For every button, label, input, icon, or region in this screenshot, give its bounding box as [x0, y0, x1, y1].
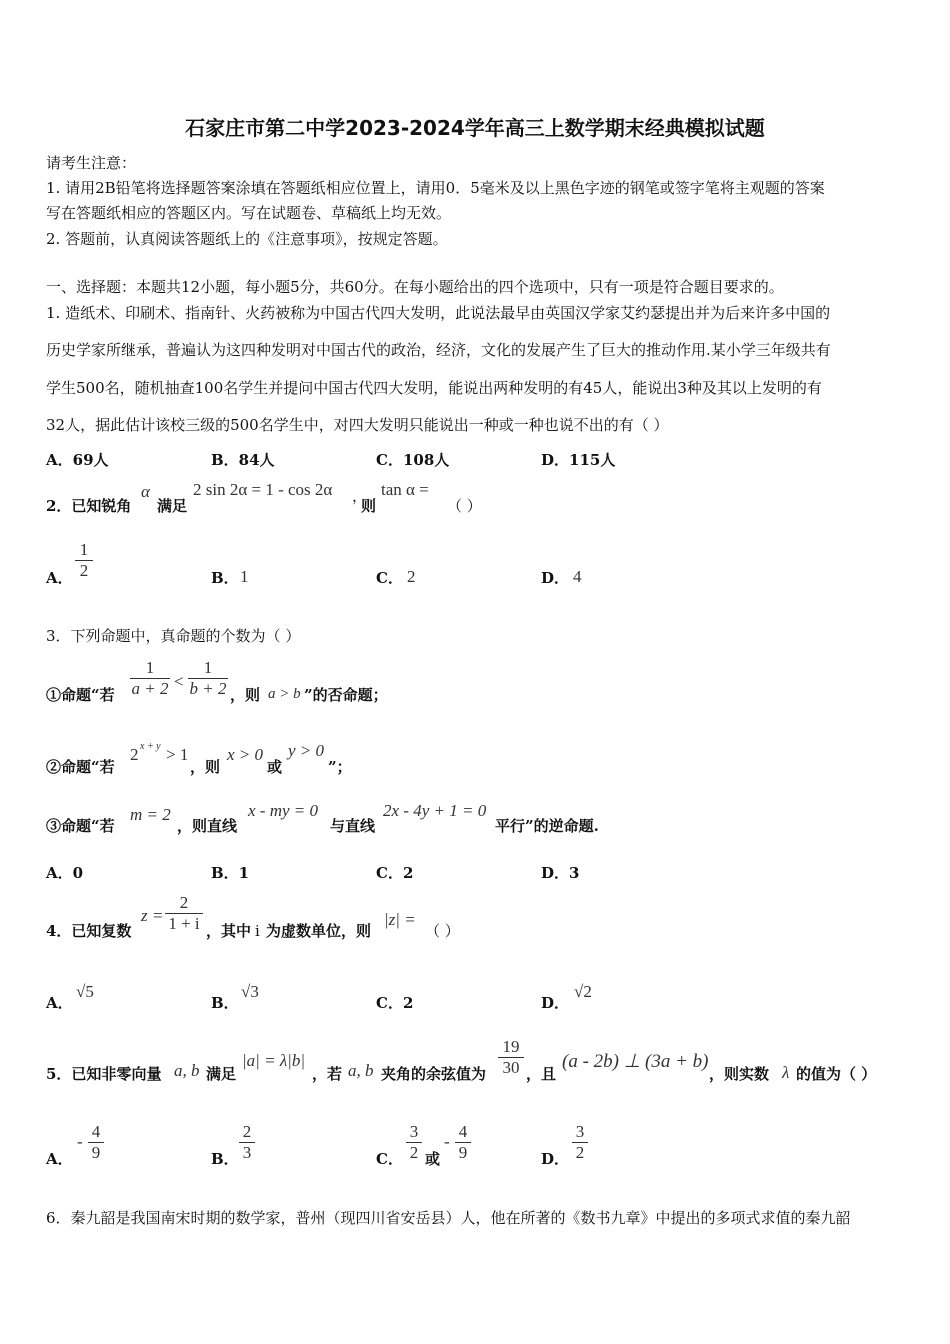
q3-p3-line2: 2x - 4y + 1 = 0 — [383, 801, 487, 820]
q4-mid2: 为虚数单位，则 — [266, 922, 372, 940]
q2-option-c-label: C． — [376, 569, 403, 587]
q5-cos-fraction — [497, 1037, 525, 1078]
q3-p2-c1: x > 0 — [227, 745, 264, 764]
q3-p1-conclusion: a > b — [268, 686, 301, 702]
q3-p2-c2: y > 0 — [288, 741, 325, 760]
notice-line-1b: 写在答题纸相应的答题区内。写在试题卷、草稿纸上均无效。 — [46, 204, 452, 222]
q3-p3-mid1: ，则直线 — [177, 817, 238, 835]
q2-option-a-label: A． — [46, 569, 73, 587]
q3-p1-prefix: ①命题“若 — [46, 686, 115, 704]
q5-option-a-label: A． — [46, 1150, 73, 1168]
q5-mid1: 满足 — [206, 1065, 237, 1083]
q5-mid3: 夹角的余弦值为 — [381, 1065, 487, 1083]
q5-vectors-2: a, b — [348, 1061, 374, 1080]
q4-option-a-label: A． — [46, 994, 73, 1012]
numerator: 2 — [179, 893, 189, 912]
q5-lambda: λ — [782, 1063, 790, 1082]
q3-p2-exponent: x + y — [140, 741, 161, 752]
q3-p3-prefix: ③命题“若 — [46, 817, 115, 835]
denominator: 3 — [242, 1143, 252, 1162]
q4-i: i — [255, 922, 260, 940]
q1-line-3: 学生500名，随机抽查100名学生并提问中国古代四大发明，能说出两种发明的有45人，能说出3种及其以上发明的有 — [46, 379, 822, 397]
q5-suffix: 的值为（ ） — [796, 1065, 877, 1083]
q2-comma: ， — [352, 487, 368, 505]
q4-abs-z: |z| = — [384, 910, 416, 929]
q3-p2-suffix: ”； — [328, 758, 352, 776]
denominator: 2 — [79, 561, 89, 580]
q4-option-a-value: √5 — [76, 982, 94, 1001]
q3-option-c: C．2 — [376, 864, 414, 882]
q3-p1-fraction-1 — [129, 658, 171, 699]
q5-option-c-or: 或 — [425, 1150, 441, 1168]
q5-mid4: ，且 — [526, 1065, 557, 1083]
denominator: b + 2 — [189, 679, 227, 698]
denominator: 30 — [502, 1058, 520, 1077]
q2-mid: 满足 — [157, 497, 188, 515]
denominator: 2 — [409, 1143, 419, 1162]
q4-z: z = — [141, 906, 164, 925]
q5-mid5: ，则实数 — [709, 1065, 770, 1083]
notice-line-2: 2. 答题前，认真阅读答题纸上的《注意事项》，按规定答题。 — [46, 230, 448, 248]
q2-option-b-value: 1 — [240, 567, 249, 586]
q1-line-2: 历史学家所继承，普遍认为这四种发明对中国古代的政治，经济，文化的发展产生了巨大的推动作用.某小学三年级共有 — [46, 341, 831, 359]
q3-p3-suffix: 平行”的逆命题. — [495, 817, 599, 835]
q3-option-b: B．1 — [211, 864, 250, 882]
q4-option-b-value: √3 — [241, 982, 259, 1001]
q5-option-c-fraction-2 — [454, 1122, 472, 1163]
numerator: 1 — [203, 658, 213, 677]
denominator: a + 2 — [131, 679, 169, 698]
q4-mid: ，其中 — [206, 922, 252, 940]
q2-prefix: 2．已知锐角 — [46, 497, 132, 515]
numerator: 2 — [242, 1122, 252, 1141]
q3-p1-lt: < — [174, 672, 184, 691]
q3-p2-mid: ，则 — [190, 758, 221, 776]
q4-prefix: 4．已知复数 — [46, 922, 132, 940]
q3-p2-base: 2 — [130, 745, 139, 764]
q3-option-d: D．3 — [541, 864, 580, 882]
q4-option-b-label: B． — [211, 994, 239, 1012]
q4-paren: （ ） — [425, 922, 460, 940]
q5-option-b-label: B． — [211, 1150, 239, 1168]
q5-condition: |a| = λ|b| — [242, 1051, 306, 1070]
q2-option-d-label: D． — [541, 569, 570, 587]
q2-paren: （ ） — [447, 497, 482, 515]
numerator: 19 — [502, 1037, 520, 1056]
q2-option-d-value: 4 — [573, 567, 582, 586]
notice-line-1a: 1. 请用2B铅笔将选择题答案涂填在答题纸相应位置上，请用0．5毫米及以上黑色字迹的钢笔或签字笔将主观题的答案 — [46, 179, 825, 197]
q3-p2-prefix: ②命题“若 — [46, 758, 115, 776]
q2-option-c-value: 2 — [407, 567, 416, 586]
numerator: 3 — [409, 1122, 419, 1141]
q1-line-4: 32人，据此估计该校三级的500名学生中，对四大发明只能说出一种或一种也说不出的有（ ） — [46, 416, 669, 434]
denominator: 1 + i — [168, 914, 200, 933]
numerator: 1 — [79, 540, 89, 559]
q4-option-c: C．2 — [376, 994, 414, 1012]
q3-p2-or: 或 — [267, 758, 283, 776]
denominator: 2 — [575, 1143, 585, 1162]
section-heading: 一、选择题：本题共12小题，每小题5分，共60分。在每小题给出的四个选项中，只有一项是符合题目要求的。 — [46, 278, 784, 296]
q2-alpha: α — [141, 482, 150, 501]
denominator: 9 — [458, 1143, 468, 1162]
q5-mid2: ，若 — [312, 1065, 343, 1083]
q5-option-a-fraction — [87, 1122, 105, 1163]
q3-option-a: A．0 — [46, 864, 84, 882]
q4-fraction — [164, 893, 204, 934]
q5-prefix: 5．已知非零向量 — [46, 1065, 162, 1083]
q6-line-1: 6．秦九韶是我国南宋时期的数学家，普州（现四川省安岳县）人，他在所著的《数书九章》中提出的多项式求值的秦九韶 — [46, 1209, 851, 1227]
q2-equation: 2 sin 2α = 1 - cos 2α — [193, 480, 333, 499]
q3-p1-fraction-2 — [187, 658, 229, 699]
q3-p2-gt: > 1 — [166, 745, 189, 764]
q3-p3-condition: m = 2 — [130, 805, 171, 824]
notice-heading: 请考生注意： — [46, 154, 137, 172]
q3-stem: 3．下列命题中，真命题的个数为（ ） — [46, 627, 301, 645]
q5-option-b-fraction — [238, 1122, 256, 1163]
q3-p1-suffix: ”的否命题； — [304, 686, 388, 704]
numerator: 3 — [575, 1122, 585, 1141]
q5-option-c-label: C． — [376, 1150, 403, 1168]
q4-option-d-value: √2 — [574, 982, 592, 1001]
q1-option-a: A．69人 — [46, 451, 109, 469]
q5-vectors: a, b — [174, 1061, 200, 1080]
q2-option-a-fraction — [74, 540, 94, 581]
q3-p3-line1: x - my = 0 — [248, 801, 319, 820]
q2-then: 则 — [361, 497, 377, 515]
q3-p1-mid: ，则 — [230, 686, 261, 704]
q2-ask: tan α = — [381, 480, 429, 499]
q1-option-d: D．115人 — [541, 451, 616, 469]
numerator: 4 — [458, 1122, 468, 1141]
q1-option-c: C．108人 — [376, 451, 450, 469]
numerator: 1 — [145, 658, 155, 677]
q2-option-b-label: B． — [211, 569, 239, 587]
q5-option-d-label: D． — [541, 1150, 570, 1168]
q5-option-a-sign: - — [77, 1132, 83, 1151]
q5-option-c-sign: - — [444, 1132, 450, 1151]
q5-option-c-fraction-1 — [405, 1122, 423, 1163]
q1-option-b: B．84人 — [211, 451, 275, 469]
q5-option-d-fraction — [571, 1122, 589, 1163]
q5-perpendicular: (a - 2b) ⊥ (3a + b) — [562, 1051, 709, 1072]
q4-option-d-label: D． — [541, 994, 570, 1012]
q3-p3-mid2: 与直线 — [330, 817, 376, 835]
denominator: 9 — [91, 1143, 101, 1162]
page-title: 石家庄市第二中学2023-2024学年高三上数学期末经典模拟试题 — [185, 116, 765, 140]
q1-line-1: 1. 造纸术、印刷术、指南针、火药被称为中国古代四大发明，此说法最早由英国汉学家艾约瑟提出并为后来许多中国的 — [46, 304, 831, 322]
numerator: 4 — [91, 1122, 101, 1141]
